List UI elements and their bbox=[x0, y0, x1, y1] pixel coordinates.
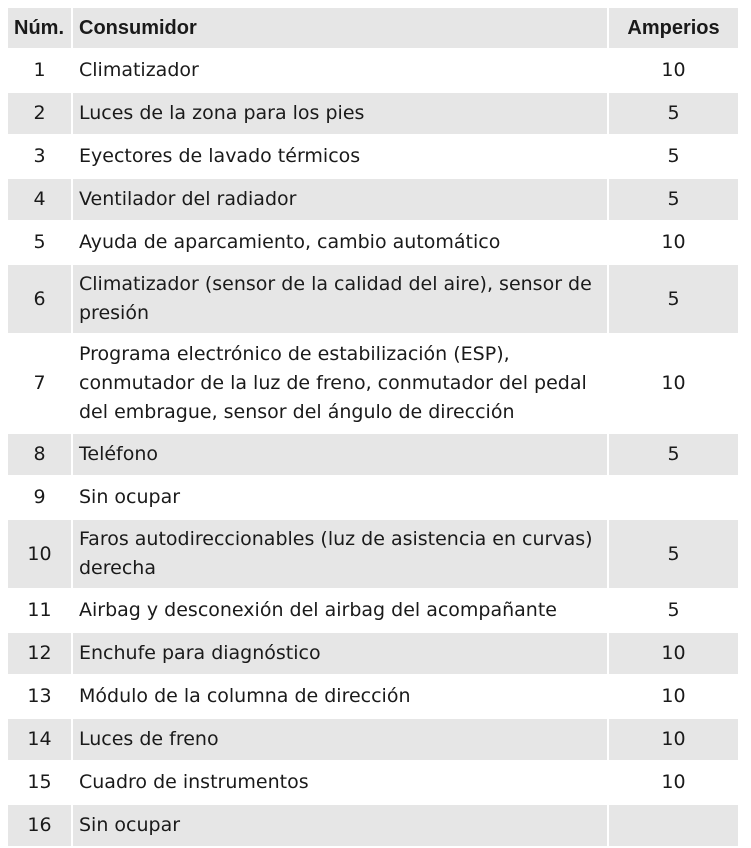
consumer-cell: Luces de la zona para los pies bbox=[72, 92, 608, 135]
table-body bbox=[8, 49, 738, 847]
amperage-cell: 5 bbox=[608, 92, 738, 135]
amperage-cell: 10 bbox=[608, 632, 738, 675]
amperage-cell: 10 bbox=[608, 49, 738, 92]
fuse-number-cell: 10 bbox=[8, 519, 72, 589]
fuse-table bbox=[8, 8, 738, 848]
header-amps: Amperios bbox=[608, 8, 738, 49]
fuse-number-cell: 16 bbox=[8, 804, 72, 847]
table-row bbox=[8, 92, 738, 135]
fuse-number-cell: 5 bbox=[8, 221, 72, 264]
table-row bbox=[8, 804, 738, 847]
table-row bbox=[8, 476, 738, 519]
table-row bbox=[8, 632, 738, 675]
amperage-cell: 5 bbox=[608, 589, 738, 632]
fuse-number-cell: 11 bbox=[8, 589, 72, 632]
fuse-number-cell: 14 bbox=[8, 718, 72, 761]
amperage-cell: 5 bbox=[608, 519, 738, 589]
fuse-number-cell: 13 bbox=[8, 675, 72, 718]
consumer-cell: Programa electrónico de estabilización (ESP), conmutador de la luz de freno, conmutador del pedal del embrague, sensor del ángulo de dirección bbox=[72, 334, 608, 433]
amperage-cell: 10 bbox=[608, 221, 738, 264]
table-row bbox=[8, 589, 738, 632]
consumer-cell: Sin ocupar bbox=[72, 476, 608, 519]
amperage-cell: 10 bbox=[608, 761, 738, 804]
consumer-cell: Climatizador (sensor de la calidad del aire), sensor de presión bbox=[72, 264, 608, 334]
fuse-number-cell: 15 bbox=[8, 761, 72, 804]
table-row bbox=[8, 675, 738, 718]
consumer-cell: Airbag y desconexión del airbag del acompañante bbox=[72, 589, 608, 632]
consumer-cell: Ventilador del radiador bbox=[72, 178, 608, 221]
consumer-cell: Faros autodireccionables (luz de asistencia en curvas) derecha bbox=[72, 519, 608, 589]
fuse-number-cell: 9 bbox=[8, 476, 72, 519]
amperage-cell: 5 bbox=[608, 433, 738, 476]
fuse-number-cell: 4 bbox=[8, 178, 72, 221]
fuse-number-cell: 6 bbox=[8, 264, 72, 334]
table-header-row bbox=[8, 8, 738, 49]
amperage-cell bbox=[608, 476, 738, 519]
consumer-cell: Climatizador bbox=[72, 49, 608, 92]
amperage-cell: 5 bbox=[608, 135, 738, 178]
consumer-cell: Eyectores de lavado térmicos bbox=[72, 135, 608, 178]
amperage-cell: 10 bbox=[608, 334, 738, 433]
consumer-cell: Sin ocupar bbox=[72, 804, 608, 847]
table-row bbox=[8, 135, 738, 178]
fuse-number-cell: 1 bbox=[8, 49, 72, 92]
fuse-number-cell: 7 bbox=[8, 334, 72, 433]
table-row bbox=[8, 49, 738, 92]
header-num: Núm. bbox=[8, 8, 72, 49]
consumer-cell: Cuadro de instrumentos bbox=[72, 761, 608, 804]
amperage-cell: 10 bbox=[608, 675, 738, 718]
table-row bbox=[8, 334, 738, 433]
consumer-cell: Ayuda de aparcamiento, cambio automático bbox=[72, 221, 608, 264]
table-row bbox=[8, 264, 738, 334]
amperage-cell: 10 bbox=[608, 718, 738, 761]
table-row bbox=[8, 433, 738, 476]
fuse-number-cell: 12 bbox=[8, 632, 72, 675]
table-row bbox=[8, 221, 738, 264]
consumer-cell: Enchufe para diagnóstico bbox=[72, 632, 608, 675]
consumer-cell: Módulo de la columna de dirección bbox=[72, 675, 608, 718]
consumer-cell: Luces de freno bbox=[72, 718, 608, 761]
amperage-cell: 5 bbox=[608, 178, 738, 221]
table-row bbox=[8, 178, 738, 221]
amperage-cell: 5 bbox=[608, 264, 738, 334]
fuse-number-cell: 2 bbox=[8, 92, 72, 135]
fuse-number-cell: 8 bbox=[8, 433, 72, 476]
table-row bbox=[8, 519, 738, 589]
fuse-number-cell: 3 bbox=[8, 135, 72, 178]
consumer-cell: Teléfono bbox=[72, 433, 608, 476]
amperage-cell bbox=[608, 804, 738, 847]
table-row bbox=[8, 718, 738, 761]
table-row bbox=[8, 761, 738, 804]
header-consumer: Consumidor bbox=[72, 8, 608, 49]
